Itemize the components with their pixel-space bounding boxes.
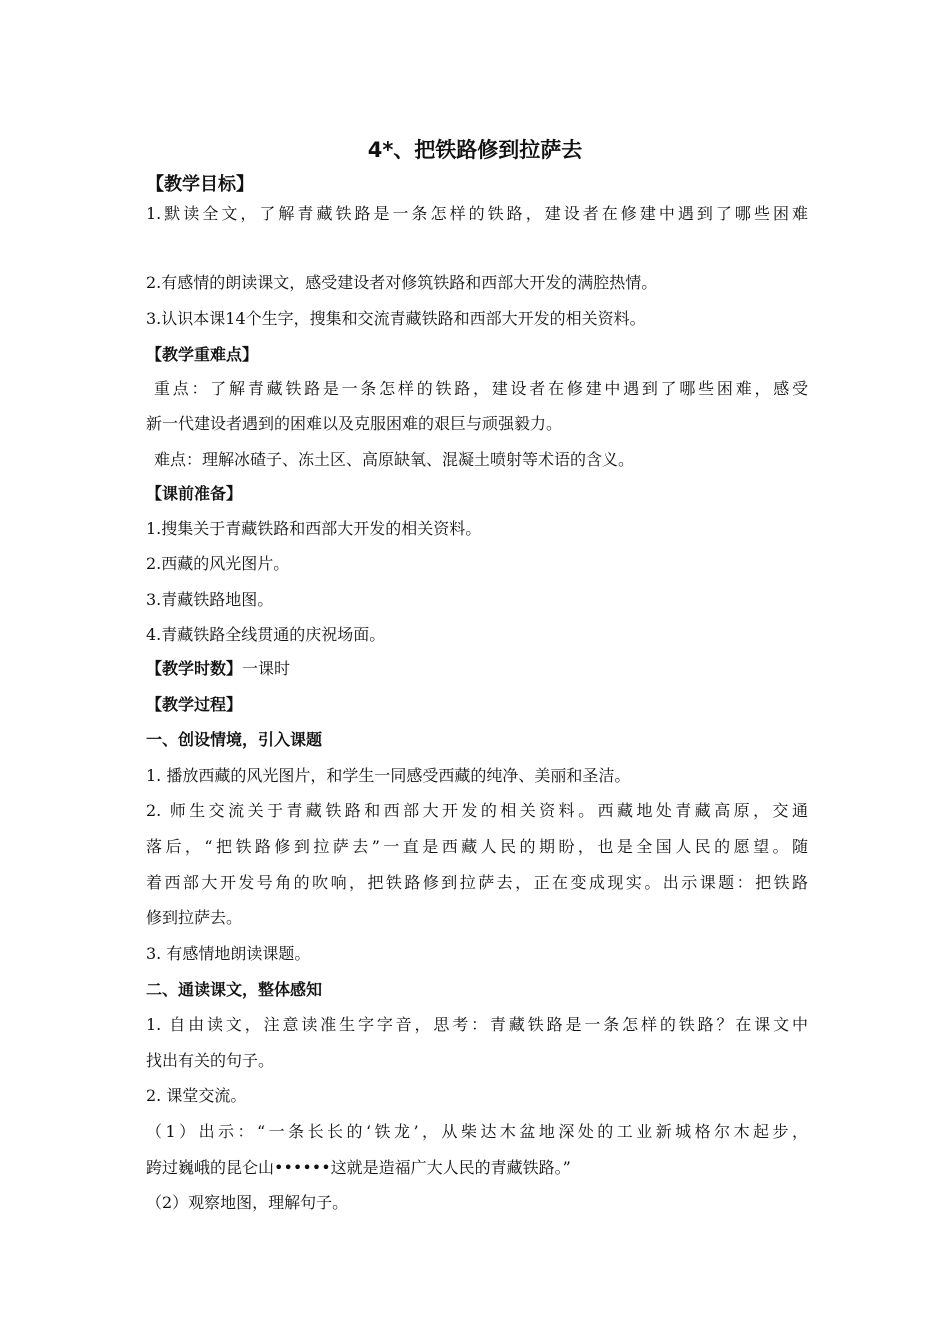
process-part1-heading: 一、创设情境，引入课题	[146, 730, 323, 749]
process-part1-line-1: 1. 播放西藏的风光图片，和学生一同感受西藏的纯净、美丽和圣洁。	[146, 766, 631, 785]
key-point-line-1: 重点：了解青藏铁路是一条怎样的铁路，建设者在修建中遇到了哪些困难，感受	[154, 379, 808, 398]
process-part1-line-4: 着西部大开发号角的吹响，把铁路修到拉萨去，正在变成现实。出示课题：把铁路	[146, 873, 808, 892]
section-heading-preparation: 【课前准备】	[146, 484, 243, 503]
process-part2-line-6: （2）观察地图，理解句子。	[146, 1193, 349, 1212]
process-part2-heading: 二、通读课文，整体感知	[146, 980, 323, 999]
objective-line-1: 1.默读全文，了解青藏铁路是一条怎样的铁路，建设者在修建中遇到了哪些困难	[146, 204, 808, 223]
objective-line-2: 2.有感情的朗读课文，感受建设者对修筑铁路和西部大开发的满腔热情。	[146, 273, 658, 292]
process-part2-line-1: 1. 自由读文，注意读准生字字音，思考：青藏铁路是一条怎样的铁路？在课文中	[146, 1015, 808, 1034]
hours-value: 一课时	[242, 659, 291, 678]
process-part1-line-6: 3. 有感情地朗读课题。	[146, 944, 311, 963]
preparation-line-1: 1.搜集关于青藏铁路和西部大开发的相关资料。	[146, 519, 482, 538]
section-heading-hours: 【教学时数】	[146, 659, 243, 678]
process-part1-line-5: 修到拉萨去。	[146, 908, 243, 927]
preparation-line-3: 3.青藏铁路地图。	[146, 590, 274, 609]
process-part2-line-4: （1）出示：“一条长长的‘铁龙’，从柴达木盆地深处的工业新城格尔木起步，	[146, 1122, 808, 1141]
preparation-line-2: 2.西藏的风光图片。	[146, 554, 290, 573]
preparation-line-4: 4.青藏铁路全线贯通的庆祝场面。	[146, 625, 386, 644]
section-heading-process: 【教学过程】	[146, 695, 243, 714]
process-part2-line-5: 跨过巍峨的昆仑山••••••这就是造福广大人民的青藏铁路。”	[146, 1158, 571, 1177]
section-heading-key-points: 【教学重难点】	[146, 345, 259, 364]
process-part1-line-3: 落后，“把铁路修到拉萨去”一直是西藏人民的期盼，也是全国人民的愿望。随	[146, 837, 808, 856]
process-part2-line-3: 2. 课堂交流。	[146, 1086, 247, 1105]
objective-line-3: 3.认识本课14个生字，搜集和交流青藏铁路和西部大开发的相关资料。	[146, 309, 646, 328]
difficulty-line: 难点：理解冰碴子、冻土区、高原缺氧、混凝土喷射等术语的含义。	[154, 450, 635, 469]
section-hours	[146, 658, 808, 680]
section-heading-objectives: 【教学目标】	[146, 174, 254, 195]
process-part1-line-2: 2. 师生交流关于青藏铁路和西部大开发的相关资料。西藏地处青藏高原，交通	[146, 801, 808, 820]
key-point-line-2: 新一代建设者遇到的困难以及克服困难的艰巨与顽强毅力。	[146, 414, 563, 433]
process-part2-line-2: 找出有关的句子。	[146, 1051, 275, 1070]
document-title: 4*、把铁路修到拉萨去	[367, 138, 583, 162]
